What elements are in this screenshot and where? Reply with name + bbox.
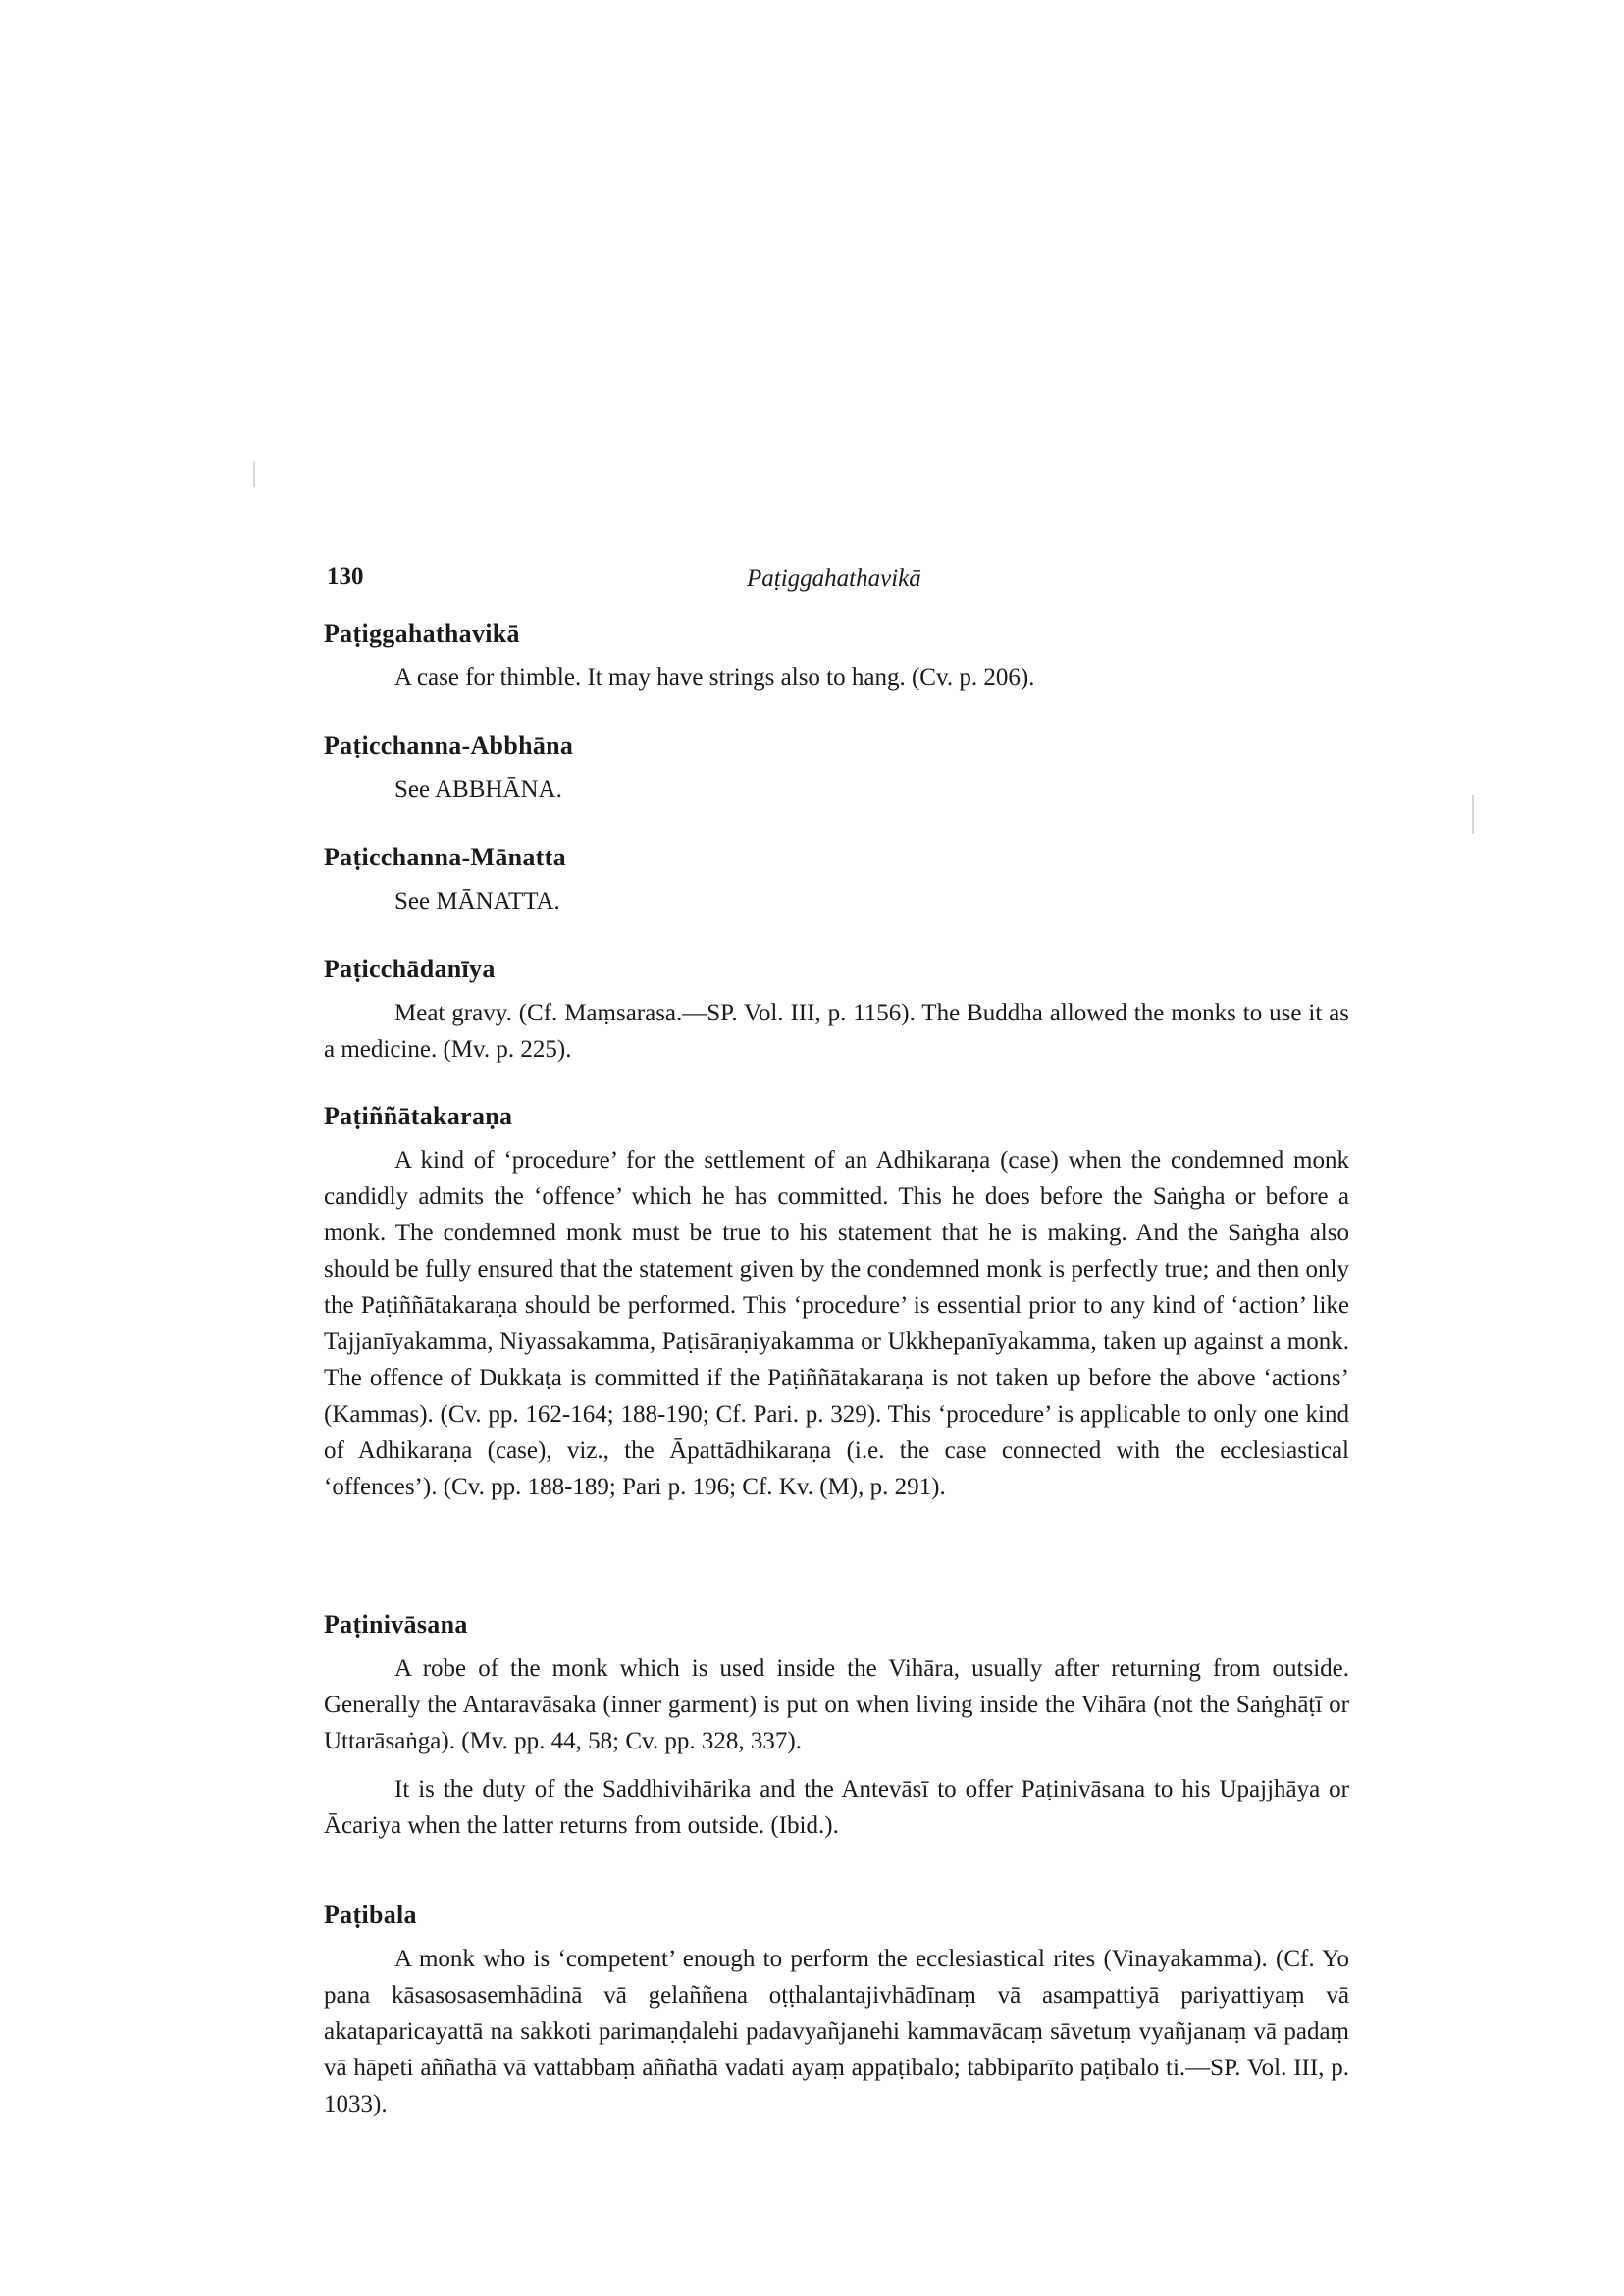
dictionary-entry [324,1101,1349,1505]
entry-cross-reference: See ABBHĀNA. [394,776,562,803]
dictionary-entry [324,842,1349,919]
running-header [327,563,1347,602]
entry-definition: A kind of ‘procedure’ for the settlement of an Adhikaraṇa (case) when the condemned monk candidly admits the ‘offence’ which he has committed. This he does before the Saṅgha or before a monk. The condemned monk must be true to his statement that he is making. And the Saṅgha also should be fully ensured that the statement given by the condemned monk is perfectly true; and then only the Paṭiññātakaraṇa should be performed. This ‘procedure’ is essential prior to any kind of ‘action’ like Tajjanīyakamma, Niyassakamma, Paṭisāraṇiyakamma or Ukkhepanīyakamma, taken up against a monk. The offence of Dukkaṭa is committed if the Paṭiññātakaraṇa is not taken up before the above ‘actions’ (Kammas). (Cv. pp. 162-164; 188-190; Cf. Pari. p. 329). This ‘procedure’ is applicable to only one kind of Adhikaraṇa (case), viz., the Āpattādhikaraṇa (i.e. the case connected with the ecclesiastical ‘offences’). (Cv. pp. 188-189; Pari p. 196; Cf. Kv. (M), p. 291). [324,1147,1349,1500]
entry-definition: A monk who is ‘competent’ enough to perform the ecclesiastical rites (Vinayakamma). (Cf. Yo pana kāsasosasemhādinā vā gelaññena oṭṭhalantajivhādīnaṃ vā asampattiyā pariyattiyaṃ vā akataparicayattā na sakkoti parimaṇḍalehi padavyañjanehi kammavācaṃ sāvetuṃ vyañjanaṃ vā padaṃ vā hāpeti aññathā vā vattabbaṃ aññathā vadati ayaṃ appaṭibalo; tabbiparīto paṭibalo ti.—SP. Vol. III, p. 1033). [324,1946,1349,2117]
entry-definition: It is the duty of the Saddhivihārika and the Antevāsī to offer Paṭinivāsana to his Upajjhāya or Ācariya when the latter returns from outside. (Ibid.). [324,1776,1349,1839]
scan-artifact [253,461,255,487]
entry-headword: Paṭibala [324,1901,417,1929]
dictionary-entry [324,1900,1349,2122]
entry-definition: Meat gravy. (Cf. Maṃsarasa.—SP. Vol. III, p. 1156). The Buddha allowed the monks to use it as a medicine. (Mv. p. 225). [324,1000,1349,1063]
scan-artifact [1472,795,1474,834]
entry-headword: Paṭicchanna-Abbhāna [324,731,574,759]
entry-headword: Paṭiññātakaraṇa [324,1102,513,1130]
dictionary-entry [324,954,1349,1068]
running-title: Paṭiggahathavikā [747,565,921,592]
entry-cross-reference: See MĀNATTA. [394,888,560,914]
entry-headword: Paṭicchādanīya [324,955,496,983]
dictionary-entry [324,1609,1349,1844]
entry-headword: Paṭiggahathavikā [324,619,520,648]
page-number: 130 [327,563,364,590]
dictionary-entry [324,730,1349,808]
entry-headword: Paṭinivāsana [324,1610,468,1639]
entry-definition: A robe of the monk which is used inside the Vihāra, usually after returning from outside. Generally the Antaravāsaka (inner garment) is put on when living inside the Vihāra (not the Saṅghāṭī or Uttarāsaṅga). (Mv. pp. 44, 58; Cv. pp. 328, 337). [324,1655,1349,1754]
entry-definition: A case for thimble. It may have strings also to hang. (Cv. p. 206). [394,664,1035,691]
entry-headword: Paṭicchanna-Mānatta [324,843,566,871]
dictionary-entry [324,618,1349,696]
